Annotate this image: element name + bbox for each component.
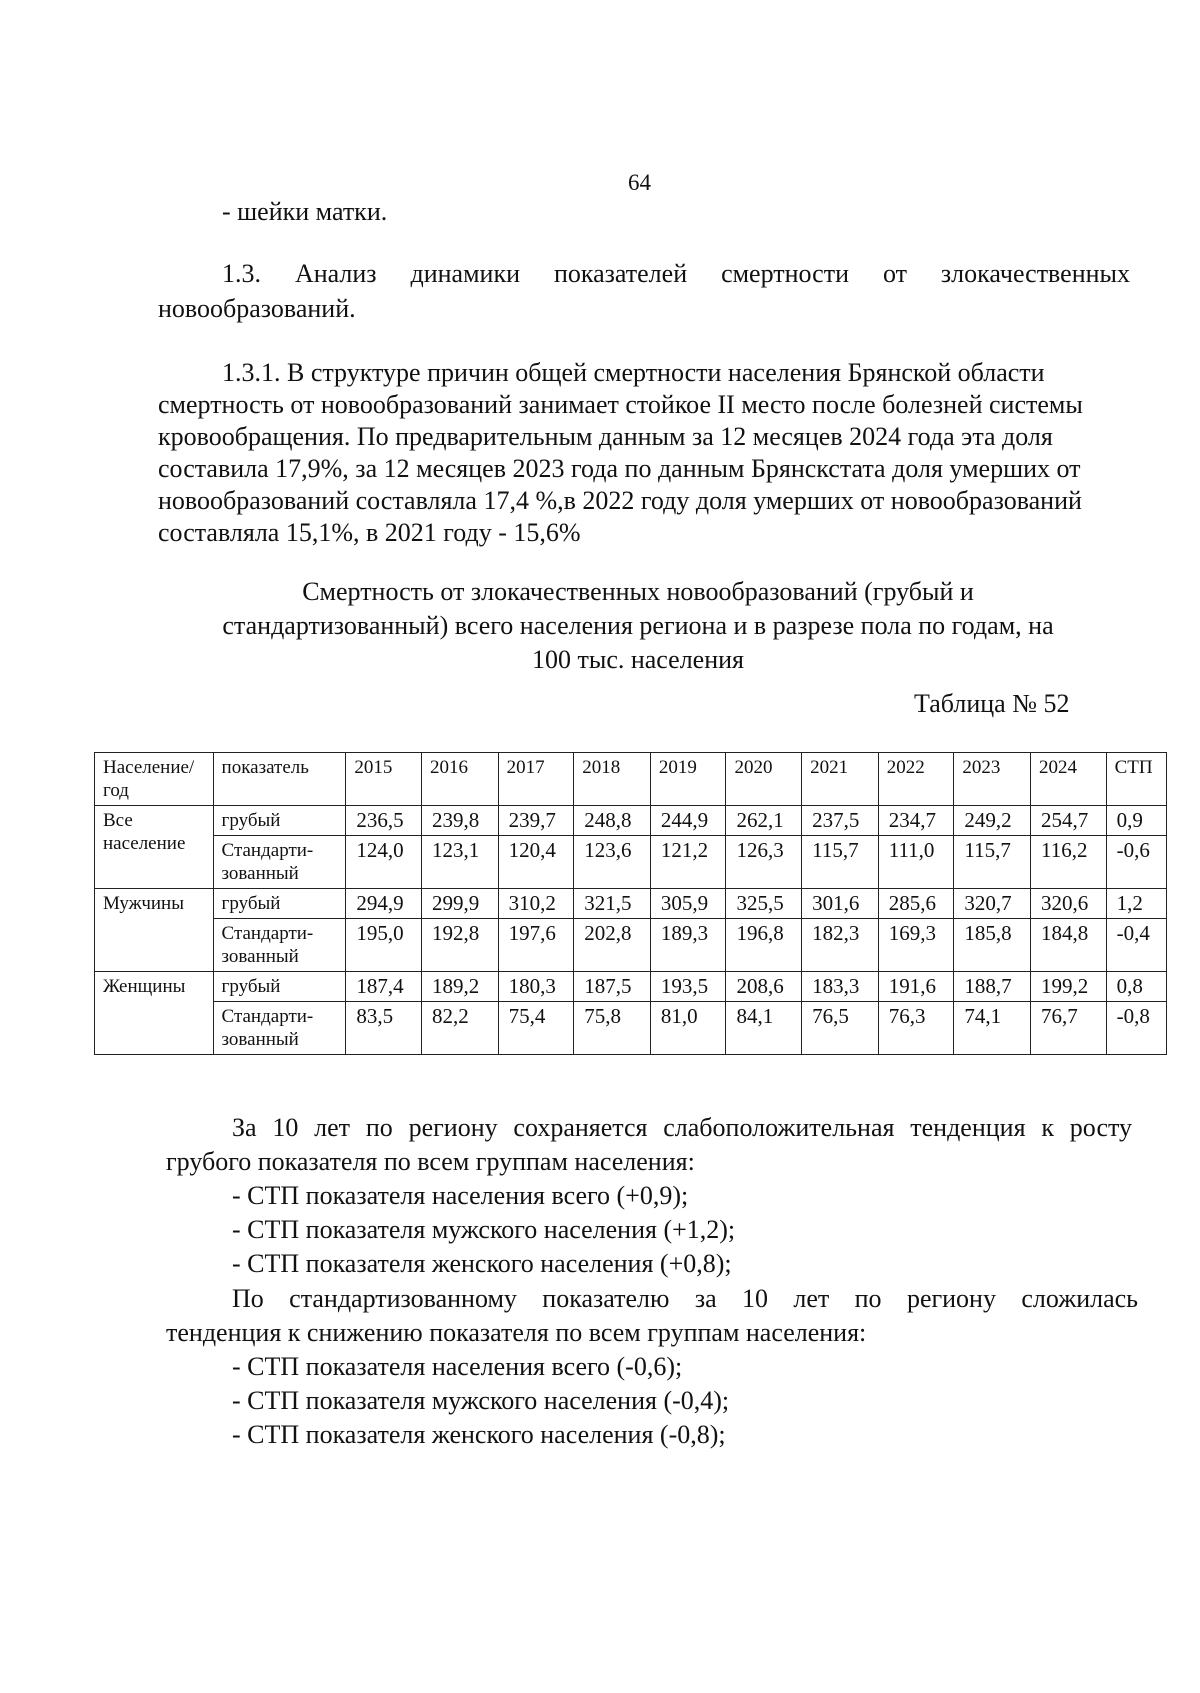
header-cell: 2023 — [954, 753, 1031, 806]
value-cell: 237,5 — [802, 806, 879, 836]
value-cell: 123,1 — [421, 836, 498, 889]
header-cell: 2024 — [1030, 753, 1106, 806]
value-cell: 301,6 — [802, 889, 879, 919]
mortality-table — [94, 752, 1167, 1055]
value-cell: 299,9 — [421, 889, 498, 919]
heading-word: злокачественных — [940, 259, 1131, 288]
paragraph-word: региону — [408, 1113, 498, 1142]
paragraph-word: показателю — [542, 1284, 670, 1313]
intro-line: - шейки матки. — [222, 197, 388, 226]
section-heading-line1 — [222, 258, 1130, 289]
bullet-item: - СТП показателя мужского населения (+1,2); — [232, 1215, 736, 1244]
value-cell: 320,7 — [954, 889, 1031, 919]
paragraph-1-line: новообразований составляла 17,4 %,в 2022 году доля умерших от новообразований — [158, 486, 1082, 515]
paragraph-word: росту — [1069, 1113, 1133, 1142]
metric-cell: Стандарти-зованный — [213, 836, 346, 889]
value-cell: 169,3 — [878, 919, 954, 972]
value-cell: 191,6 — [878, 972, 954, 1002]
section-heading-line2: новообразований. — [158, 294, 356, 323]
value-cell: 195,0 — [346, 919, 422, 972]
paragraph-word: за — [694, 1284, 717, 1313]
value-cell: 193,5 — [650, 972, 726, 1002]
header-cell: 2021 — [802, 753, 879, 806]
value-cell: 121,2 — [650, 836, 726, 889]
value-cell: 183,3 — [802, 972, 879, 1002]
paragraph-word: 10 — [272, 1113, 299, 1142]
table-row — [95, 806, 1167, 836]
heading-word: смертности — [721, 259, 849, 288]
value-cell: 202,8 — [574, 919, 651, 972]
metric-cell: Стандарти-зованный — [213, 1002, 346, 1055]
stp-cell: 0,8 — [1106, 972, 1166, 1002]
paragraph-1-line: смертность от новообразований занимает стойкое II место после болезней системы — [158, 390, 1083, 419]
header-cell: 2019 — [650, 753, 726, 806]
value-cell: 320,6 — [1030, 889, 1106, 919]
paragraph-3-line2: тенденция к снижению показателя по всем группам населения: — [166, 1318, 867, 1347]
value-cell: 83,5 — [346, 1002, 422, 1055]
value-cell: 239,7 — [498, 806, 574, 836]
paragraph-2-line2: грубого показателя по всем группам населения: — [166, 1147, 695, 1176]
paragraph-word: по — [854, 1284, 882, 1313]
stp-cell: 0,9 — [1106, 806, 1166, 836]
table-caption-line1: Смертность от злокачественных новообразований (грубый и — [302, 577, 974, 606]
value-cell: 180,3 — [498, 972, 574, 1002]
value-cell: 76,3 — [878, 1002, 954, 1055]
bullet-item: - СТП показателя женского населения (-0,8); — [232, 1420, 726, 1449]
value-cell: 185,8 — [954, 919, 1031, 972]
value-cell: 244,9 — [650, 806, 726, 836]
value-cell: 184,8 — [1030, 919, 1106, 972]
value-cell: 234,7 — [878, 806, 954, 836]
paragraph-word: лет — [793, 1284, 830, 1313]
paragraph-1-line: составила 17,9%, за 12 месяцев 2023 года по данным Брянскстата доля умерших от — [158, 454, 1081, 483]
group-name-cell: Женщины — [95, 972, 214, 1055]
header-cell: Население/ год — [95, 753, 214, 806]
table-caption-line2: стандартизованный) всего населения региона и в разрезе пола по годам, на — [222, 611, 1054, 640]
header-cell: СТП — [1106, 753, 1166, 806]
metric-cell: грубый — [213, 806, 346, 836]
metric-cell: грубый — [213, 889, 346, 919]
paragraph-1-line: составляла 15,1%, в 2021 году - 15,6% — [158, 518, 581, 547]
paragraph-word: слабоположительная — [663, 1113, 895, 1142]
paragraph-word: тенденция — [910, 1113, 1026, 1142]
heading-word: динамики — [410, 259, 521, 288]
paragraph-1-line: кровообращения. По предварительным данным за 12 месяцев 2024 года эта доля — [158, 422, 1053, 451]
value-cell: 310,2 — [498, 889, 574, 919]
paragraph-word: региону — [906, 1284, 996, 1313]
value-cell: 321,5 — [574, 889, 651, 919]
bullet-item: - СТП показателя мужского населения (-0,4); — [232, 1386, 730, 1415]
value-cell: 199,2 — [1030, 972, 1106, 1002]
value-cell: 305,9 — [650, 889, 726, 919]
value-cell: 188,7 — [954, 972, 1031, 1002]
table-row — [95, 836, 1167, 889]
heading-word: 1.3. — [222, 259, 261, 288]
value-cell: 262,1 — [726, 806, 802, 836]
paragraph-word: сохраняется — [513, 1113, 648, 1142]
value-cell: 82,2 — [421, 1002, 498, 1055]
value-cell: 76,5 — [802, 1002, 879, 1055]
table-row — [95, 889, 1167, 919]
value-cell: 182,3 — [802, 919, 879, 972]
stp-cell: -0,4 — [1106, 919, 1166, 972]
value-cell: 325,5 — [726, 889, 802, 919]
table-row — [95, 1002, 1167, 1055]
value-cell: 189,2 — [421, 972, 498, 1002]
group-name-cell: Мужчины — [95, 889, 214, 972]
value-cell: 115,7 — [802, 836, 879, 889]
value-cell: 197,6 — [498, 919, 574, 972]
value-cell: 187,5 — [574, 972, 651, 1002]
paragraph-word: По — [232, 1284, 264, 1313]
value-cell: 84,1 — [726, 1002, 802, 1055]
group-name-cell: Все население — [95, 806, 214, 889]
header-cell: 2017 — [498, 753, 574, 806]
value-cell: 254,7 — [1030, 806, 1106, 836]
table-row — [95, 972, 1167, 1002]
value-cell: 189,3 — [650, 919, 726, 972]
header-cell: 2020 — [726, 753, 802, 806]
value-cell: 192,8 — [421, 919, 498, 972]
value-cell: 75,4 — [498, 1002, 574, 1055]
value-cell: 187,4 — [346, 972, 422, 1002]
heading-word: показателей — [553, 259, 688, 288]
value-cell: 294,9 — [346, 889, 422, 919]
header-cell: 2015 — [346, 753, 422, 806]
heading-word: от — [882, 259, 907, 288]
paragraph-3-line1 — [232, 1283, 1138, 1314]
paragraph-word: 10 — [742, 1284, 768, 1313]
value-cell: 126,3 — [726, 836, 802, 889]
heading-word: Анализ — [294, 259, 377, 288]
paragraph-word: стандартизованному — [289, 1284, 517, 1313]
table-caption-line3: 100 тыс. населения — [531, 645, 745, 674]
table-header-row — [95, 753, 1167, 806]
value-cell: 81,0 — [650, 1002, 726, 1055]
stp-cell: -0,8 — [1106, 1002, 1166, 1055]
table-number-label: Таблица № 52 — [914, 689, 1070, 718]
value-cell: 74,1 — [954, 1002, 1031, 1055]
value-cell: 115,7 — [954, 836, 1031, 889]
paragraph-word: к — [1041, 1113, 1054, 1142]
paragraph-word: За — [232, 1113, 257, 1142]
value-cell: 120,4 — [498, 836, 574, 889]
value-cell: 239,8 — [421, 806, 498, 836]
stp-cell: 1,2 — [1106, 889, 1166, 919]
value-cell: 124,0 — [346, 836, 422, 889]
page-number: 64 — [628, 170, 651, 195]
value-cell: 249,2 — [954, 806, 1031, 836]
value-cell: 196,8 — [726, 919, 802, 972]
value-cell: 208,6 — [726, 972, 802, 1002]
bullet-item: - СТП показателя населения всего (+0,9); — [232, 1181, 689, 1210]
paragraph-1-line: 1.3.1. В структуре причин общей смертности населения Брянской области — [222, 358, 1045, 387]
header-cell: 2022 — [878, 753, 954, 806]
value-cell: 111,0 — [878, 836, 954, 889]
value-cell: 75,8 — [574, 1002, 651, 1055]
value-cell: 76,7 — [1030, 1002, 1106, 1055]
value-cell: 116,2 — [1030, 836, 1106, 889]
mortality-table-container — [94, 752, 1167, 1055]
bullet-item: - СТП показателя населения всего (-0,6); — [232, 1352, 683, 1381]
header-cell: 2016 — [421, 753, 498, 806]
paragraph-word: по — [365, 1113, 393, 1142]
metric-cell: грубый — [213, 972, 346, 1002]
header-cell: 2018 — [574, 753, 651, 806]
paragraph-word: сложилась — [1021, 1284, 1139, 1313]
stp-cell: -0,6 — [1106, 836, 1166, 889]
header-cell: показатель — [213, 753, 346, 806]
paragraph-word: лет — [314, 1113, 351, 1142]
metric-cell: Стандарти-зованный — [213, 919, 346, 972]
table-row — [95, 919, 1167, 972]
value-cell: 248,8 — [574, 806, 651, 836]
value-cell: 236,5 — [346, 806, 422, 836]
bullet-item: - СТП показателя женского населения (+0,8); — [232, 1249, 732, 1278]
value-cell: 123,6 — [574, 836, 651, 889]
value-cell: 285,6 — [878, 889, 954, 919]
paragraph-2-line1 — [232, 1112, 1132, 1143]
